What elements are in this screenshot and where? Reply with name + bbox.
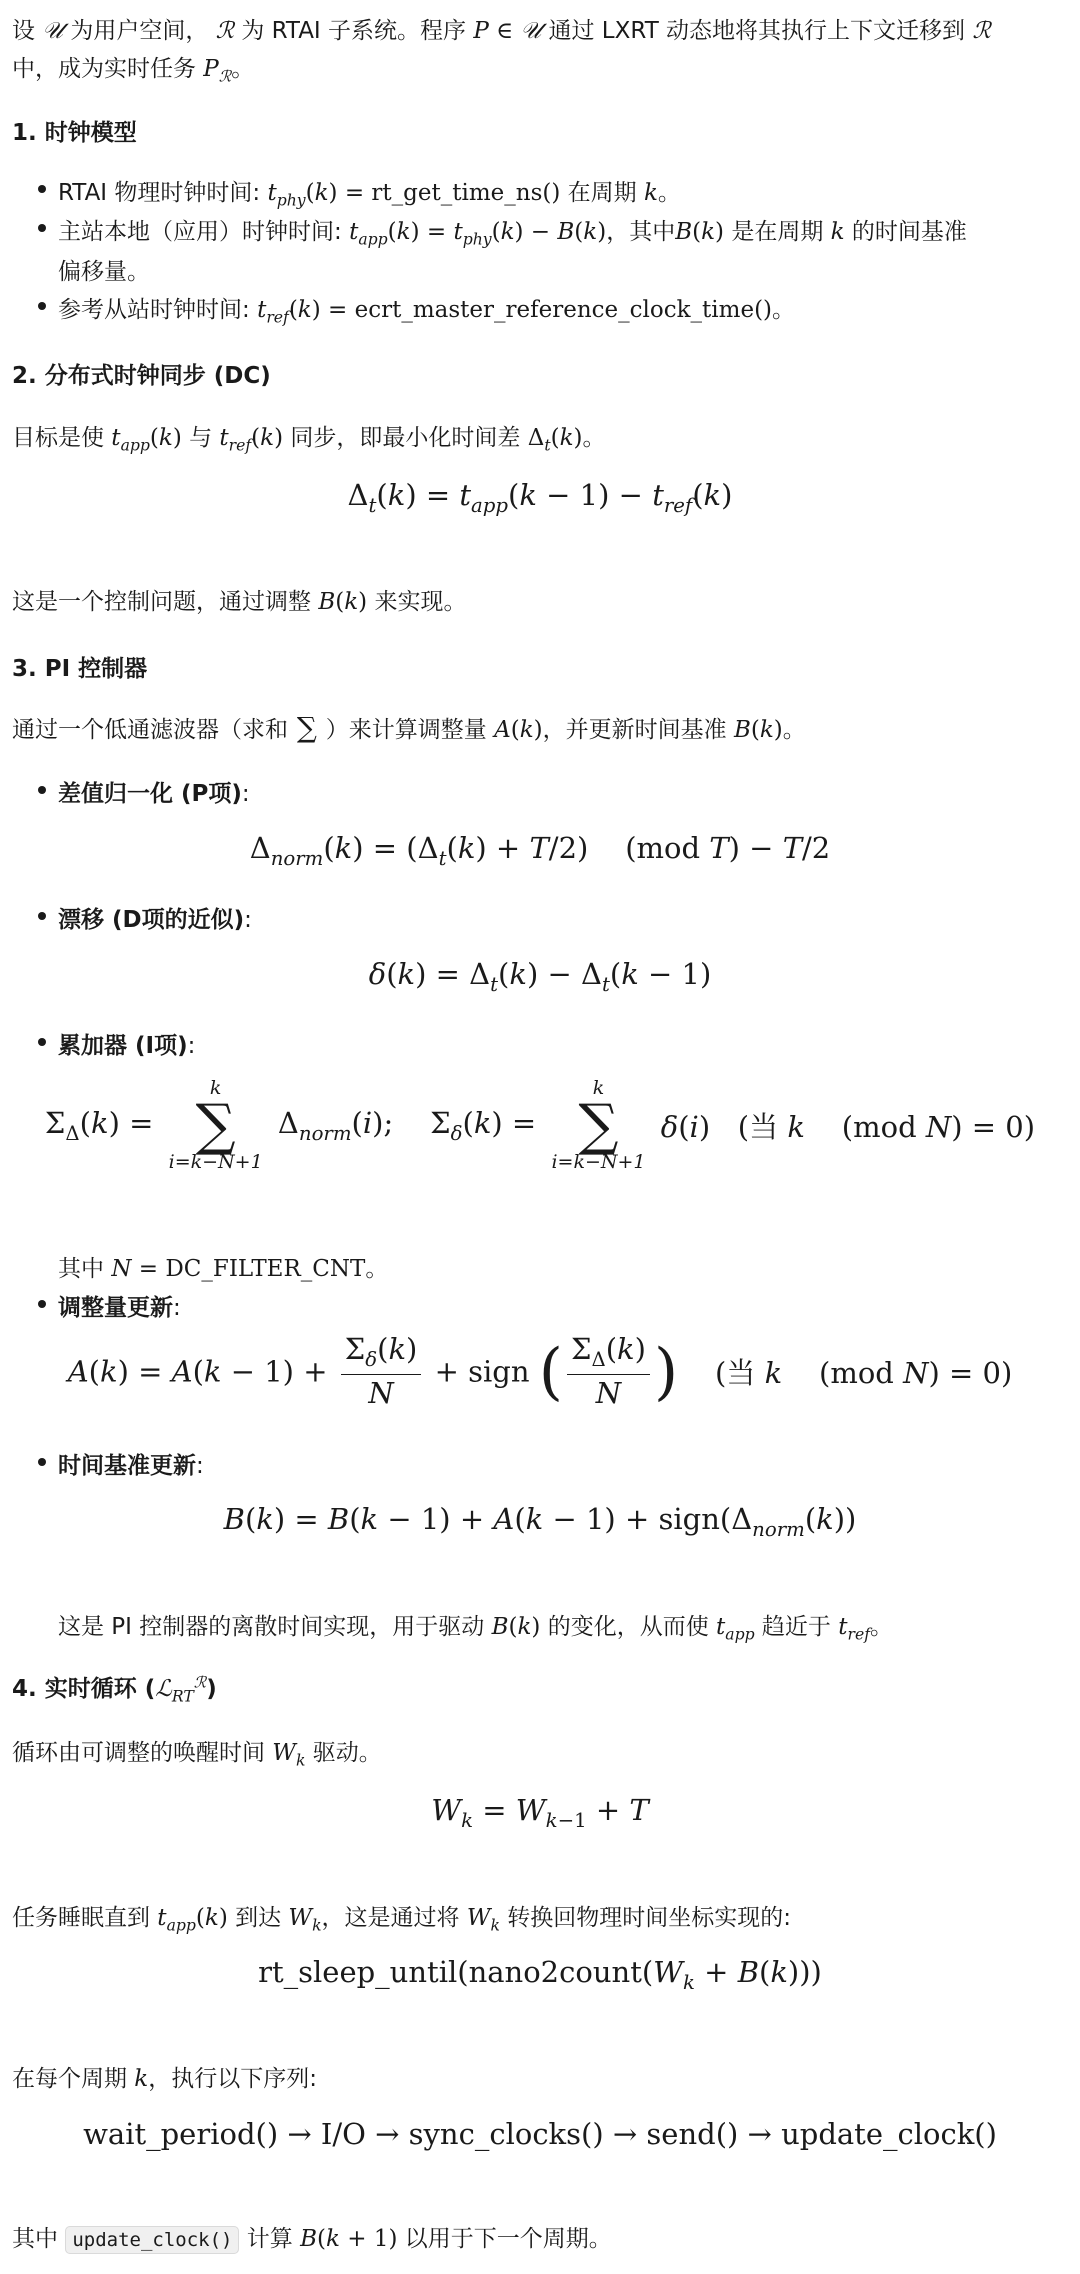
sequence-intro-text: 在每个周期 k，执行以下序列: (12, 2066, 317, 2092)
pi-intro-text: 通过一个低通滤波器（求和 ∑ ）来计算调整量 A(k)，并更新时间基准 B(k)。 (12, 711, 806, 744)
pi-summary-text: 这是 PI 控制器的离散时间实现，用于驱动 B(k) 的变化，从而使 $t_{app}$ 趋近于 $t_{ref}$。 (58, 1614, 893, 1644)
section-4-heading: 4. 实时循环 (ℒ$_{RT}^ℛ$) (12, 1672, 217, 1706)
sum-symbol: k ∑ i=k−N+1 (551, 1077, 646, 1174)
equation-base-update: $B(k) = B(k - 1) + A(k - 1) + sign(\Delta_{norm}(k))$ (223, 1502, 857, 1541)
equation-d-term: $\delta(k) = \Delta_t(k) - \Delta_t(k - 1)$ (368, 957, 712, 996)
bullet-dot (38, 1458, 46, 1466)
clock-ref-item: 参考从站时钟时间: $t_{ref}(k)$ = ecrt_master_reference_clock_time()。 (58, 297, 796, 327)
equation-i-term: $\Sigma_\Delta(k)$ = k ∑ i=k−N+1 $\Delta_{norm}(i)$; $\Sigma_\delta(k)$ = k ∑ i=k−N+1 δ(i) (当 k (mod N) = 0) (44, 1077, 1036, 1174)
d-term-label: 漂移 (D项的近似): (58, 907, 252, 933)
equation-p-term: $\Delta_{norm}(k) = (\Delta_t(k) + T/2)$ (mod T) − T/2 (249, 831, 831, 870)
dc-goal-text: 目标是使 $t_{app}(k)$ 与 $t_{ref}(k)$ 同步，即最小化时间差 $\Delta_t(k)$。 (12, 425, 606, 455)
bullet-dot (38, 302, 46, 310)
section-3-heading: 3. PI 控制器 (12, 656, 148, 682)
bullet-dot (38, 786, 46, 794)
final-note: 其中 update_clock() 计算 B(k + 1) 以用于下一个周期。 (12, 2226, 612, 2252)
sum-symbol: k ∑ i=k−N+1 (168, 1077, 263, 1174)
clock-app-item: 主站本地（应用）时钟时间: $t_{app}(k) = t_{phy}(k) - B(k)$，其中B(k) 是在周期 k 的时间基准 (58, 219, 967, 249)
equation-sequence: wait_period() → I/O → sync_clocks() → send() → update_clock() (83, 2117, 997, 2151)
dc-control-text: 这是一个控制问题，通过调整 B(k) 来实现。 (12, 589, 467, 615)
equation-delta-t: $\Delta_t(k) = t_{app}(k - 1) - t_{ref}(k)$ (347, 478, 733, 517)
p-term-label: 差值归一化 (P项): (58, 781, 250, 807)
base-update-label: 时间基准更新: (58, 1453, 204, 1479)
equation-sleep: $rt\_sleep\_until(nano2count(W_k + B(k)))$ (258, 1955, 822, 1994)
section-1-heading: 1. 时钟模型 (12, 120, 137, 146)
bullet-dot (38, 1300, 46, 1308)
equation-adjust: A(k) = A(k − 1) + $\frac{\Sigma_\delta(k)}{N}$ + sign ( $\frac{\Sigma_\Delta(k)}{N}$ ) (当 k (mod N) = 0) (67, 1332, 1013, 1410)
adjust-label: 调整量更新: (58, 1295, 181, 1321)
bullet-dot (38, 185, 46, 193)
sleep-text: 任务睡眠直到 $t_{app}(k)$ 到达 $W_k$，这是通过将 $W_k$ 转换回物理时间坐标实现的: (12, 1905, 792, 1935)
clock-phy-item: RTAI 物理时钟时间: $t_{phy}(k)$ = rt_get_time_ns() 在周期 k。 (58, 180, 681, 210)
bullet-dot (38, 224, 46, 232)
i-term-label: 累加器 (I项): (58, 1033, 196, 1059)
section-2-heading: 2. 分布式时钟同步 (DC) (12, 363, 271, 389)
bullet-dot (38, 912, 46, 920)
filter-cnt-note: 其中 N = DC_FILTER_CNT。 (58, 1256, 389, 1282)
equation-wakeup: $W_k = W_{k-1} + T$ (431, 1793, 649, 1832)
loop-intro-text: 循环由可调整的唤醒时间 $W_k$ 驱动。 (12, 1740, 382, 1770)
clock-app-item-line-2: 偏移量。 (58, 259, 150, 285)
bullet-dot (38, 1038, 46, 1046)
inline-code-update-clock: update_clock() (65, 2226, 239, 2254)
intro-line-2: 中，成为实时任务 $P_ℛ$。 (12, 56, 255, 86)
intro-line-1: 设 𝒰 为用户空间， ℛ 为 RTAI 子系统。程序 P ∈ 𝒰 通过 LXRT 动态地将其执行上下文迁移到 ℛ (12, 18, 991, 44)
